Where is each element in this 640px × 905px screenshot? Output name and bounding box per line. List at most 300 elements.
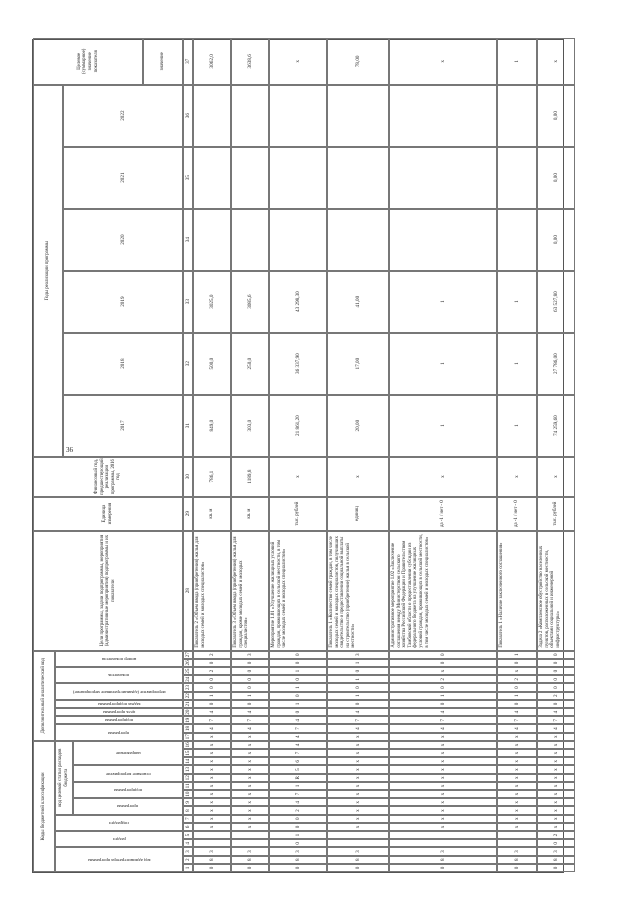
row-1-final: 3638,6 [231, 38, 269, 85]
row-1-code-26: 0 [231, 659, 269, 667]
header-col-an-pokaz [55, 667, 183, 683]
row-0-code-25: 2 [193, 667, 231, 675]
header-col-podrazdel-text: подраздел [109, 820, 129, 826]
colnum-32: 32 [183, 333, 193, 395]
header-year-2021: 2021 [63, 147, 183, 209]
row-1-code-15: x [231, 749, 269, 757]
row-5-code-6: x [497, 823, 537, 831]
row-2-year-2019: 43 298,30 [269, 271, 327, 333]
row-1-code-7: x [231, 815, 269, 823]
row-3-code-5 [327, 831, 389, 839]
row-1-code-18: 4 [231, 724, 269, 732]
colnum-35: 35 [183, 147, 193, 209]
row-6-final: x [537, 38, 575, 85]
row-0-code-17: x [193, 733, 231, 741]
row-4-year-2020 [389, 209, 497, 271]
header-col-an-zadacha-text: задача подпрограммы [97, 701, 141, 707]
colnum-8: 8 [183, 806, 193, 814]
row-2-goal: Мероприятие 1.01 «Улучшение жилищных условий граждан, проживающих в сельской местности, в том числе молодых семей и молодых специалистов» [269, 531, 327, 651]
row-4-year-2019: 1 [389, 271, 497, 333]
row-0-code-12: x [193, 774, 231, 782]
header-col-an-pokaz-text: показатель [108, 673, 130, 679]
row-1-code-10: x [231, 790, 269, 798]
row-4-year-2021 [389, 147, 497, 209]
row-5-code-8: x [497, 806, 537, 814]
row-5-code-9: x [497, 798, 537, 806]
colnum-17: 17 [185, 734, 191, 740]
row-3-code-13: x [327, 765, 389, 773]
row-1-code-20: 4 [231, 708, 269, 716]
row-4-code-20: 4 [389, 708, 497, 716]
row-2-year-2017: 21 861,20 [269, 395, 327, 457]
row-6-year-2022: 0,00 [537, 85, 575, 147]
row-0-code-24: 0 [193, 675, 231, 683]
row-2-code-23: 1 [269, 683, 327, 691]
header-col-an-num [55, 651, 183, 667]
row-0-year-2018: 500,0 [193, 333, 231, 395]
header-year-2020: 2020 [63, 209, 183, 271]
row-1-code-12: x [231, 774, 269, 782]
row-3-code-25: 0 [327, 667, 389, 675]
header-col-years: Годы реализации программы [33, 85, 63, 457]
row-0-year-2022 [193, 85, 231, 147]
row-1-code-9: x [231, 798, 269, 806]
colnum-30: 30 [183, 457, 193, 497]
row-5-code-7: x [497, 815, 537, 823]
row-0-code-16: x [193, 741, 231, 749]
row-2-code-6: 0 [269, 823, 327, 831]
row-0-code-5 [193, 831, 231, 839]
row-4-code-12: x [389, 774, 497, 782]
colnum-26: 26 [185, 660, 191, 666]
colnum-33: 33 [183, 271, 193, 333]
header-col-razdel-text: раздел [112, 837, 126, 843]
row-0-code-22: 1 [193, 692, 231, 700]
row-5-code-14: x [497, 757, 537, 765]
row-5-code-25: x [497, 667, 537, 675]
row-6-code-22: 2 [537, 692, 575, 700]
row-4-code-1: 0 [389, 864, 497, 872]
row-0-code-1: 0 [193, 864, 231, 872]
row-3-year-2020 [327, 209, 389, 271]
row-0-goal: Показатель 2 «Объем ввода (приобретения) жилья для молодых семей и молодых специалистов» [193, 531, 231, 651]
row-4-year-2017: 1 [389, 395, 497, 457]
header-col-an-num-text: номер показателя [101, 656, 137, 662]
row-1-code-4 [231, 839, 269, 847]
row-2-year-2022 [269, 85, 327, 147]
header-col-final-sub: значение [143, 38, 183, 85]
row-6-year-2019: 63 527,80 [537, 271, 575, 333]
row-5-year-2020 [497, 209, 537, 271]
colnum-12: 12 [185, 775, 191, 781]
row-4-code-9: x [389, 798, 497, 806]
row-6-code-9: x [537, 798, 575, 806]
row-6-unit: тыс. рублей [537, 497, 575, 531]
row-5-code-13: x [497, 765, 537, 773]
row-3-code-16: x [327, 741, 389, 749]
row-6-code-26: 0 [537, 659, 575, 667]
row-1-code-5 [231, 831, 269, 839]
row-6-code-7: x [537, 815, 575, 823]
row-5-code-23: 0 [497, 683, 537, 691]
row-2-code-7: 0 [269, 815, 327, 823]
row-0-code-20: 4 [193, 708, 231, 716]
row-0-year-2021 [193, 147, 231, 209]
row-6-code-19: 7 [537, 716, 575, 724]
row-0-fin: 786,1 [193, 457, 231, 497]
colnum-3: 3 [183, 847, 193, 855]
row-5-code-24: 2 [497, 675, 537, 683]
row-5-code-5 [497, 831, 537, 839]
row-3-code-4 [327, 839, 389, 847]
row-4-year-2022 [389, 85, 497, 147]
row-5-code-20: 4 [497, 708, 537, 716]
row-2-final: x [269, 38, 327, 85]
row-4-code-23: 0 [389, 683, 497, 691]
colnum-36: 36 [183, 85, 193, 147]
header-year-2019: 2019 [63, 271, 183, 333]
row-4-goal: Административное мероприятие 1.02 «Заключение соглашения между Министерством сельского хозяйства Российской Федерации и Правительством Тамбовской области о предоставлении субсидии из федерального бюджета на улучшение жилищных условий граждан, проживающих в сельской местности, в том числе молодых семей и молодых специалистов» [389, 531, 497, 651]
colnum-11: 11 [185, 783, 191, 789]
row-3-code-17: x [327, 733, 389, 741]
row-6-code-4: 0 [537, 839, 575, 847]
row-0-code-19: 7 [193, 716, 231, 724]
row-4-code-21: 0 [389, 700, 497, 708]
row-2-code-11: 1 [269, 782, 327, 790]
row-6-code-20: 4 [537, 708, 575, 716]
row-2-code-18: 7 [269, 724, 327, 732]
row-4-code-4 [389, 839, 497, 847]
row-0-year-2017: 849,0 [193, 395, 231, 457]
row-6-code-12: x [537, 774, 575, 782]
row-5-code-16: x [497, 741, 537, 749]
row-3-code-8: x [327, 806, 389, 814]
header-col-admin-text: код администратора программы [87, 857, 151, 863]
header-col-fin-year: Финансовый год, предшествующий реализации программы, 2016 год [33, 457, 183, 497]
row-2-unit: тыс. рублей [269, 497, 327, 531]
row-3-code-3: 3 [327, 847, 389, 855]
row-4-code-14: x [389, 757, 497, 765]
colnum-10: 10 [185, 791, 191, 797]
header-col-an-cel [55, 708, 183, 716]
row-5-code-4 [497, 839, 537, 847]
row-4-code-16: x [389, 741, 497, 749]
row-3-code-11: x [327, 782, 389, 790]
row-0-year-2019: 3025,0 [193, 271, 231, 333]
header-col-osnovnoe-text: основное мероприятие [105, 771, 151, 777]
row-0-code-6: x [193, 823, 231, 831]
row-0-code-15: x [193, 749, 231, 757]
row-0-code-26: 0 [193, 659, 231, 667]
row-1-code-19: 7 [231, 716, 269, 724]
header-col-an-meropr [55, 683, 183, 699]
row-4-code-19: 7 [389, 716, 497, 724]
row-0-code-2: 8 [193, 856, 231, 864]
row-6-code-16: x [537, 741, 575, 749]
row-5-code-12: x [497, 774, 537, 782]
row-6-code-25: 0 [537, 667, 575, 675]
row-1-code-13: x [231, 765, 269, 773]
row-6-code-3: 3 [537, 847, 575, 855]
header-year-2022: 2022 [63, 85, 183, 147]
row-6-year-2017: 74 259,60 [537, 395, 575, 457]
row-1-year-2018: 250,0 [231, 333, 269, 395]
row-5-code-17: x [497, 733, 537, 741]
row-4-code-18: 4 [389, 724, 497, 732]
header-year-2017: 2017 [63, 395, 183, 457]
header-col-an-zadacha [55, 700, 183, 708]
row-6-code-27: 0 [537, 651, 575, 659]
row-1-year-2017: 303,0 [231, 395, 269, 457]
header-col-final: Целевое (суммарное) значение показателя [33, 38, 143, 85]
header-col-goal: Цели программы, задачи подпрограммы, мероприятия (административные мероприятия) подпрограммы и их показатели [33, 531, 183, 651]
header-col-podrazdel [55, 815, 183, 831]
row-4-code-2: 8 [389, 856, 497, 864]
row-3-code-15: x [327, 749, 389, 757]
row-6-code-8: x [537, 806, 575, 814]
colnum-23: 23 [185, 684, 191, 691]
colnum-13: 13 [185, 766, 191, 773]
header-col-an-prog [55, 724, 183, 740]
colnum-31: 31 [183, 395, 193, 457]
row-1-fin: 1189,8 [231, 457, 269, 497]
header-col-an-podprog [55, 716, 183, 724]
row-0-code-13: x [193, 765, 231, 773]
row-4-code-6: x [389, 823, 497, 831]
row-2-code-17: 4 [269, 733, 327, 741]
row-1-code-14: x [231, 757, 269, 765]
row-3-goal: Показатель 1 «Количество семей граждан, в том числе молодых семей и молодых специалистов, получивших свидетельство о предоставлении социальной выплаты на строительство (приобретение) жилья в сельской местности» [327, 531, 389, 651]
row-2-fin: x [269, 457, 327, 497]
row-6-code-23: 0 [537, 683, 575, 691]
row-1-code-1: 0 [231, 864, 269, 872]
row-2-code-4: 0 [269, 839, 327, 847]
rotated-table-sheet [32, 39, 564, 873]
row-2-code-21: 1 [269, 700, 327, 708]
row-4-code-25: x [389, 667, 497, 675]
header-col-direction [73, 741, 183, 766]
header-col-direction-text: направление [115, 751, 141, 757]
row-0-final: 3062,0 [193, 38, 231, 85]
row-6-year-2021: 0,00 [537, 147, 575, 209]
row-5-final: 1 [497, 38, 537, 85]
row-5-year-2019: 1 [497, 271, 537, 333]
row-1-code-22: 1 [231, 692, 269, 700]
row-0-code-9: x [193, 798, 231, 806]
row-2-code-16: 4 [269, 741, 327, 749]
row-3-year-2019: 41,00 [327, 271, 389, 333]
row-1-code-8: x [231, 806, 269, 814]
colnum-19: 19 [185, 717, 191, 723]
row-3-code-9: x [327, 798, 389, 806]
colnum-37: 37 [183, 38, 193, 85]
row-4-code-11: x [389, 782, 497, 790]
row-5-goal: Показатель 1 «Наличие заключенного соглашения» [497, 531, 537, 651]
row-6-code-10: x [537, 790, 575, 798]
row-1-year-2019: 3085,6 [231, 271, 269, 333]
row-3-code-10: x [327, 790, 389, 798]
row-4-code-22: 1 [389, 692, 497, 700]
header-col-an-meropr-text: мероприятие (административное мероприятие) [72, 689, 166, 695]
row-6-code-1: 0 [537, 864, 575, 872]
row-1-unit: кв. м [231, 497, 269, 531]
row-2-code-13: 5 [269, 765, 327, 773]
row-2-code-8: 2 [269, 806, 327, 814]
row-6-code-14: x [537, 757, 575, 765]
header-col-unit: Единица измерения [33, 497, 183, 531]
colnum-16: 16 [185, 742, 191, 748]
colnum-9: 9 [183, 798, 193, 806]
row-6-code-15: x [537, 749, 575, 757]
row-3-code-6: x [327, 823, 389, 831]
row-2-code-19: 4 [269, 716, 327, 724]
row-6-year-2020: 0,00 [537, 209, 575, 271]
header-target-article: код целевой статьи расходов бюджета [55, 741, 73, 815]
row-3-year-2022 [327, 85, 389, 147]
row-0-code-10: x [193, 790, 231, 798]
row-1-code-3: 3 [231, 847, 269, 855]
page-number: 36 [66, 446, 73, 454]
row-4-code-5 [389, 831, 497, 839]
colnum-7: 7 [183, 815, 193, 823]
row-3-year-2018: 17,00 [327, 333, 389, 395]
row-3-code-21: 0 [327, 700, 389, 708]
row-0-code-7: x [193, 815, 231, 823]
colnum-2: 2 [183, 856, 193, 864]
header-col-an-podprog-text: подпрограмма [104, 718, 134, 724]
header-col-osnovnoe [73, 765, 183, 781]
row-3-code-23: 0 [327, 683, 389, 691]
row-1-code-17: x [231, 733, 269, 741]
row-3-code-22: 1 [327, 692, 389, 700]
row-1-code-11: x [231, 782, 269, 790]
colnum-6: 6 [183, 823, 193, 831]
header-budget-codes: Коды бюджетной классификации [33, 741, 55, 872]
row-2-year-2021 [269, 147, 327, 209]
row-1-code-27: 3 [231, 651, 269, 659]
row-3-code-18: 4 [327, 724, 389, 732]
row-2-code-27: 0 [269, 651, 327, 659]
row-6-goal: Задача 2 «Комплексное обустройство населенных пунктов, расположенных в сельской местности, объектами социальной и инженерной инфраструктуры» [537, 531, 575, 651]
row-1-year-2022 [231, 85, 269, 147]
row-5-code-21: 0 [497, 700, 537, 708]
colnum-15: 15 [185, 750, 191, 756]
row-5-code-26: 0 [497, 659, 537, 667]
row-0-code-27: 2 [193, 651, 231, 659]
colnum-18: 18 [185, 725, 191, 732]
row-3-code-2: 8 [327, 856, 389, 864]
row-0-code-18: 4 [193, 724, 231, 732]
row-2-code-3: 3 [269, 847, 327, 855]
row-4-code-17: x [389, 733, 497, 741]
row-4-code-15: x [389, 749, 497, 757]
row-0-year-2020 [193, 209, 231, 271]
row-3-final: 78,00 [327, 38, 389, 85]
row-5-code-10: x [497, 790, 537, 798]
row-4-final: x [389, 38, 497, 85]
row-3-code-20: 4 [327, 708, 389, 716]
row-6-code-24: 0 [537, 675, 575, 683]
row-5-year-2021 [497, 147, 537, 209]
row-3-unit: единиц [327, 497, 389, 531]
row-5-code-15: x [497, 749, 537, 757]
header-col-an-prog-text: программа [108, 730, 130, 736]
colnum-27: 27 [185, 652, 191, 658]
row-1-code-6: x [231, 823, 269, 831]
row-2-code-2: 8 [269, 856, 327, 864]
row-6-code-17: x [537, 733, 575, 741]
row-3-fin: x [327, 457, 389, 497]
row-2-year-2020 [269, 209, 327, 271]
row-0-code-8: x [193, 806, 231, 814]
row-5-code-1: 0 [497, 864, 537, 872]
program-table [32, 39, 564, 873]
colnum-24: 24 [185, 676, 191, 682]
header-analytic-code: Дополнительный аналитический код [33, 651, 55, 741]
colnum-25: 25 [185, 668, 191, 674]
row-1-year-2021 [231, 147, 269, 209]
colnum-1: 1 [183, 864, 193, 872]
row-1-code-2: 8 [231, 856, 269, 864]
row-4-code-27: 0 [389, 651, 497, 659]
row-3-code-12: x [327, 774, 389, 782]
row-3-code-27: 3 [327, 651, 389, 659]
row-4-code-3: 3 [389, 847, 497, 855]
row-2-code-10: 7 [269, 790, 327, 798]
row-1-code-25: 0 [231, 667, 269, 675]
header-col-razdel [55, 831, 183, 847]
row-0-code-4 [193, 839, 231, 847]
header-col-programma [73, 798, 183, 814]
row-1-goal: Показатель 3 «Объем ввода (приобретения) жилья для граждан, кроме молодых семей и молодых специалистов» [231, 531, 269, 651]
colnum-14: 14 [185, 758, 191, 764]
header-col-podprogramma-text: подпрограмма [113, 788, 143, 794]
header-col-admin [55, 847, 183, 872]
row-2-code-26: 0 [269, 659, 327, 667]
header-col-programma-text: программа [117, 804, 139, 810]
row-3-code-26: 1 [327, 659, 389, 667]
row-2-code-22: 0 [269, 692, 327, 700]
row-1-code-23: 0 [231, 683, 269, 691]
colnum-28: 28 [183, 531, 193, 651]
row-6-code-5: 2 [537, 831, 575, 839]
row-0-code-3: 3 [193, 847, 231, 855]
row-4-unit: да -1 / нет - 0 [389, 497, 497, 531]
header-col-an-cel-text: цель программы [102, 710, 136, 716]
row-4-code-7: x [389, 815, 497, 823]
colnum-22: 22 [185, 693, 191, 699]
row-0-code-23: 0 [193, 683, 231, 691]
colnum-21: 21 [185, 701, 191, 707]
header-year-2018: 2018 [63, 333, 183, 395]
colnum-20: 20 [185, 709, 191, 715]
row-4-fin: x [389, 457, 497, 497]
row-2-code-1: 0 [269, 864, 327, 872]
colnum-5: 5 [183, 831, 193, 839]
row-1-code-21: 0 [231, 700, 269, 708]
row-4-code-26: 0 [389, 659, 497, 667]
row-5-code-19: 7 [497, 716, 537, 724]
row-0-code-14: x [193, 757, 231, 765]
row-6-code-2: 8 [537, 856, 575, 864]
row-4-year-2018: 1 [389, 333, 497, 395]
colnum-4: 4 [183, 839, 193, 847]
row-3-code-24: 1 [327, 675, 389, 683]
row-6-year-2018: 27 786,00 [537, 333, 575, 395]
row-2-code-24: 0 [269, 675, 327, 683]
row-2-code-25: 1 [269, 667, 327, 675]
row-2-code-20: 0 [269, 708, 327, 716]
